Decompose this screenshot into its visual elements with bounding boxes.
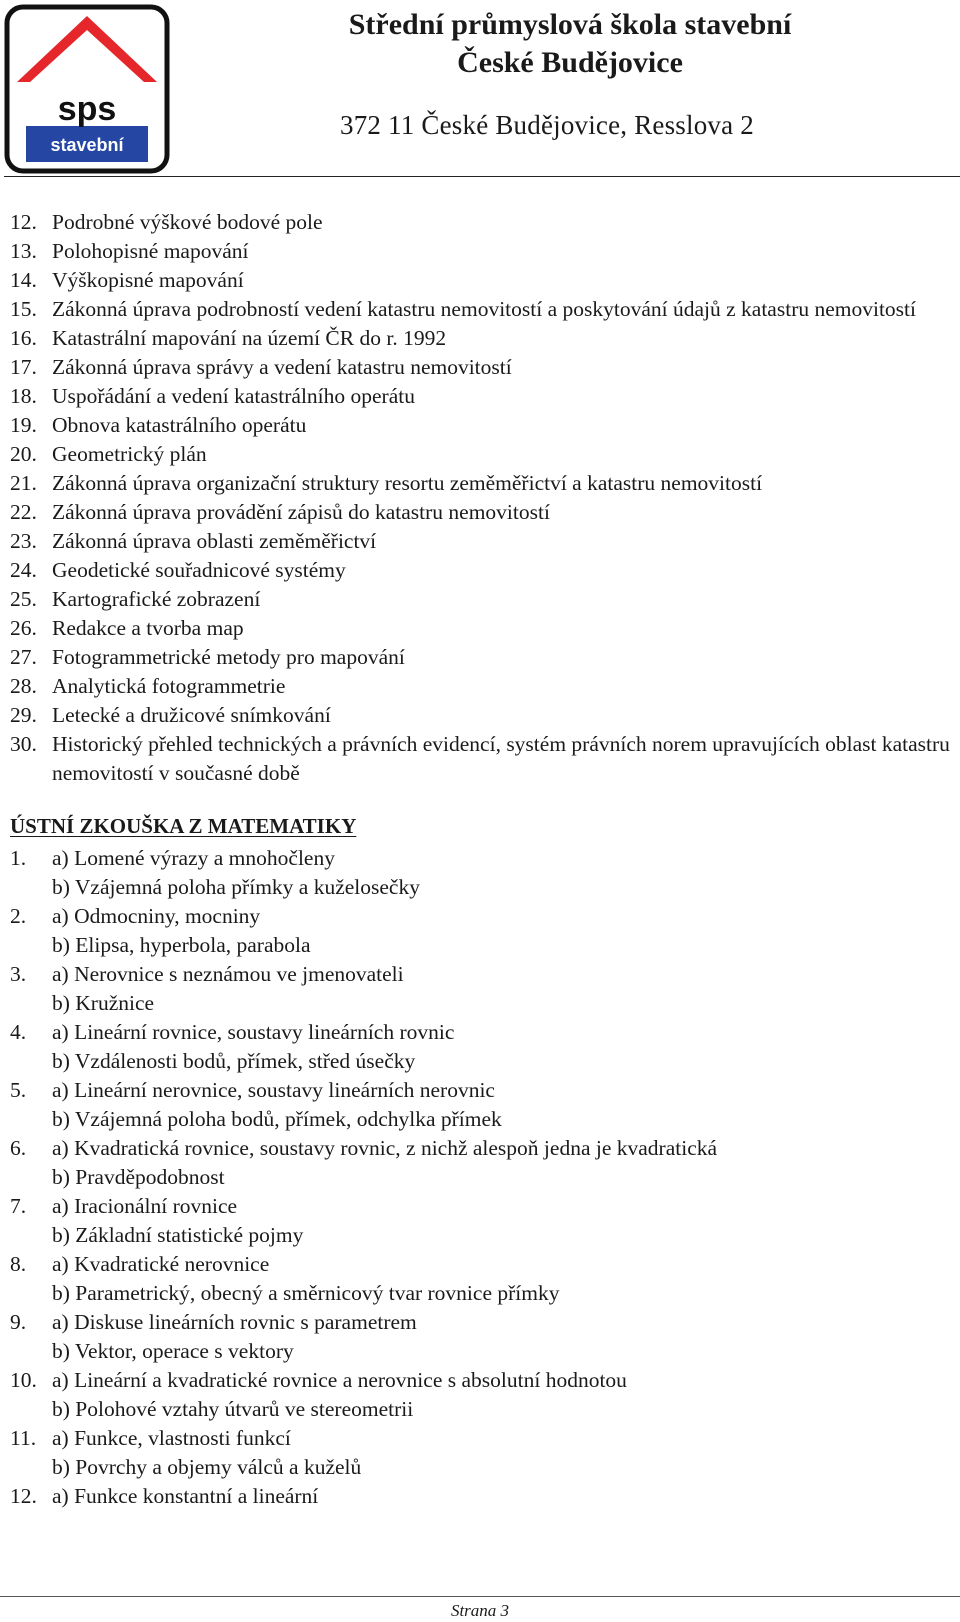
list-item <box>10 237 955 266</box>
list-item <box>10 1366 955 1395</box>
footer-divider <box>0 1596 960 1597</box>
list-item-text: b) Vzdálenosti bodů, přímek, střed úsečky <box>52 1049 416 1073</box>
list-item-text: b) Vzájemná poloha přímky a kuželosečky <box>52 875 420 899</box>
list-item <box>10 902 955 931</box>
topic-list <box>10 208 955 788</box>
list-item-number: 6. <box>10 1136 27 1160</box>
list-item <box>10 411 955 440</box>
list-item <box>10 1395 955 1424</box>
list-item-number: 13. <box>10 239 37 263</box>
list-item-text: a) Funkce konstantní a lineární <box>52 1484 319 1508</box>
list-item <box>10 440 955 469</box>
list-item-number: 29. <box>10 703 37 727</box>
list-item <box>10 1018 955 1047</box>
math-section-title: ÚSTNÍ ZKOUŠKA Z MATEMATIKY <box>10 814 357 838</box>
school-name-line1: Střední průmyslová škola stavební <box>348 8 792 41</box>
list-item <box>10 844 955 873</box>
list-item-number: 24. <box>10 558 37 582</box>
list-item-number: 20. <box>10 442 37 466</box>
list-item-text: a) Kvadratické nerovnice <box>52 1252 270 1276</box>
list-item-text: b) Základní statistické pojmy <box>52 1223 304 1247</box>
school-logo <box>4 4 170 174</box>
list-item <box>10 1221 955 1250</box>
list-item-text: Zákonná úprava oblasti zeměměřictví <box>52 529 377 553</box>
list-item-number: 28. <box>10 674 37 698</box>
list-item-number: 26. <box>10 616 37 640</box>
list-item-text: Obnova katastrálního operátu <box>52 413 307 437</box>
list-item-text: Podrobné výškové bodové pole <box>52 210 323 234</box>
school-name <box>300 6 840 82</box>
list-item-text: a) Iracionální rovnice <box>52 1194 238 1218</box>
math-topic-list <box>10 844 955 1511</box>
list-item-number: 3. <box>10 962 27 986</box>
list-item-text: Katastrální mapování na území ČR do r. 1992 <box>52 326 447 350</box>
list-item <box>10 498 955 527</box>
list-item-text: Geodetické souřadnicové systémy <box>52 558 346 582</box>
list-item-text: Kartografické zobrazení <box>52 587 261 611</box>
list-item-text: b) Pravděpodobnost <box>52 1165 225 1189</box>
list-item-number: 18. <box>10 384 37 408</box>
document-body <box>10 208 955 1511</box>
header-divider <box>4 176 960 177</box>
list-item-text: Geometrický plán <box>52 442 207 466</box>
list-item <box>10 701 955 730</box>
list-item-text: b) Parametrický, obecný a směrnicový tvar rovnice přímky <box>52 1281 560 1305</box>
list-item-text: b) Polohové vztahy útvarů ve stereometrii <box>52 1397 414 1421</box>
list-item-text: a) Lineární rovnice, soustavy lineárních rovnic <box>52 1020 455 1044</box>
list-item <box>10 672 955 701</box>
list-item-text: a) Kvadratická rovnice, soustavy rovnic, z nichž alespoň jedna je kvadratická <box>52 1136 718 1160</box>
list-item-text: b) Vektor, operace s vektory <box>52 1339 294 1363</box>
list-item <box>10 1453 955 1482</box>
list-item <box>10 208 955 237</box>
list-item-number: 11. <box>10 1426 37 1450</box>
list-item <box>10 353 955 382</box>
list-item <box>10 382 955 411</box>
list-item-number: 1. <box>10 846 27 870</box>
list-item-text: Výškopisné mapování <box>52 268 244 292</box>
page-number: Strana 3 <box>450 1601 510 1620</box>
list-item <box>10 873 955 902</box>
list-item <box>10 989 955 1018</box>
list-item <box>10 1134 955 1163</box>
list-item-text: b) Kružnice <box>52 991 155 1015</box>
list-item <box>10 614 955 643</box>
list-item <box>10 585 955 614</box>
list-item <box>10 1308 955 1337</box>
list-item-number: 19. <box>10 413 37 437</box>
list-item <box>10 1105 955 1134</box>
list-item <box>10 295 955 324</box>
list-item-number: 14. <box>10 268 37 292</box>
list-item-text: b) Vzájemná poloha bodů, přímek, odchylka přímek <box>52 1107 502 1131</box>
list-item <box>10 556 955 585</box>
list-item-number: 5. <box>10 1078 27 1102</box>
list-item-number: 4. <box>10 1020 27 1044</box>
school-name-line2: České Budějovice <box>457 46 683 79</box>
school-address: 372 11 České Budějovice, Resslova 2 <box>340 110 754 140</box>
list-item-text: Zákonná úprava organizační struktury resortu zeměměřictví a katastru nemovitostí <box>52 471 763 495</box>
list-item-number: 15. <box>10 297 37 321</box>
list-item-text: Historický přehled technických a právních evidencí, systém právních norem upravujících oblast katastru nemovitostí v současné době <box>52 732 950 785</box>
list-item-text: a) Lineární nerovnice, soustavy lineárních nerovnic <box>52 1078 495 1102</box>
list-item-text: Zákonná úprava správy a vedení katastru nemovitostí <box>52 355 512 379</box>
list-item-number: 16. <box>10 326 37 350</box>
list-item <box>10 1279 955 1308</box>
list-item <box>10 266 955 295</box>
list-item <box>10 1192 955 1221</box>
list-item <box>10 643 955 672</box>
list-item-text: a) Nerovnice s neznámou ve jmenovateli <box>52 962 404 986</box>
list-item-text: Fotogrammetrické metody pro mapování <box>52 645 405 669</box>
list-item-number: 8. <box>10 1252 27 1276</box>
list-item-text: Letecké a družicové snímkování <box>52 703 331 727</box>
list-item-number: 21. <box>10 471 37 495</box>
list-item-number: 30. <box>10 732 37 756</box>
list-item-text: a) Diskuse lineárních rovnic s parametrem <box>52 1310 417 1334</box>
list-item-text: a) Lomené výrazy a mnohočleny <box>52 846 335 870</box>
list-item-number: 22. <box>10 500 37 524</box>
list-item-text: b) Elipsa, hyperbola, parabola <box>52 933 311 957</box>
list-item-number: 10. <box>10 1368 37 1392</box>
list-item <box>10 1337 955 1366</box>
list-item <box>10 1163 955 1192</box>
list-item-number: 12. <box>10 1484 37 1508</box>
list-item <box>10 1424 955 1453</box>
list-item <box>10 324 955 353</box>
list-item-text: Zákonná úprava podrobností vedení katastru nemovitostí a poskytování údajů z katastru nemovitostí <box>52 297 916 321</box>
list-item <box>10 1482 955 1511</box>
logo-text: sps <box>57 90 117 128</box>
list-item <box>10 1250 955 1279</box>
list-item-number: 9. <box>10 1310 27 1334</box>
list-item-text: b) Povrchy a objemy válců a kuželů <box>52 1455 362 1479</box>
list-item <box>10 527 955 556</box>
list-item-number: 7. <box>10 1194 27 1218</box>
list-item <box>10 730 955 788</box>
list-item <box>10 931 955 960</box>
list-item-number: 17. <box>10 355 37 379</box>
list-item <box>10 469 955 498</box>
list-item-number: 27. <box>10 645 37 669</box>
list-item-text: Polohopisné mapování <box>52 239 249 263</box>
list-item-text: a) Odmocniny, mocniny <box>52 904 261 928</box>
list-item-text: Uspořádání a vedení katastrálního operátu <box>52 384 415 408</box>
logo-subtext: stavební <box>50 135 124 155</box>
list-item-text: Redakce a tvorba map <box>52 616 244 640</box>
list-item <box>10 1076 955 1105</box>
list-item-text: Analytická fotogrammetrie <box>52 674 286 698</box>
list-item-number: 2. <box>10 904 27 928</box>
list-item-number: 23. <box>10 529 37 553</box>
list-item-text: a) Lineární a kvadratické rovnice a nerovnice s absolutní hodnotou <box>52 1368 627 1392</box>
list-item-text: a) Funkce, vlastnosti funkcí <box>52 1426 291 1450</box>
list-item <box>10 1047 955 1076</box>
list-item-number: 25. <box>10 587 37 611</box>
list-item-number: 12. <box>10 210 37 234</box>
page-header <box>0 0 960 178</box>
list-item <box>10 960 955 989</box>
list-item-text: Zákonná úprava provádění zápisů do katastru nemovitostí <box>52 500 550 524</box>
